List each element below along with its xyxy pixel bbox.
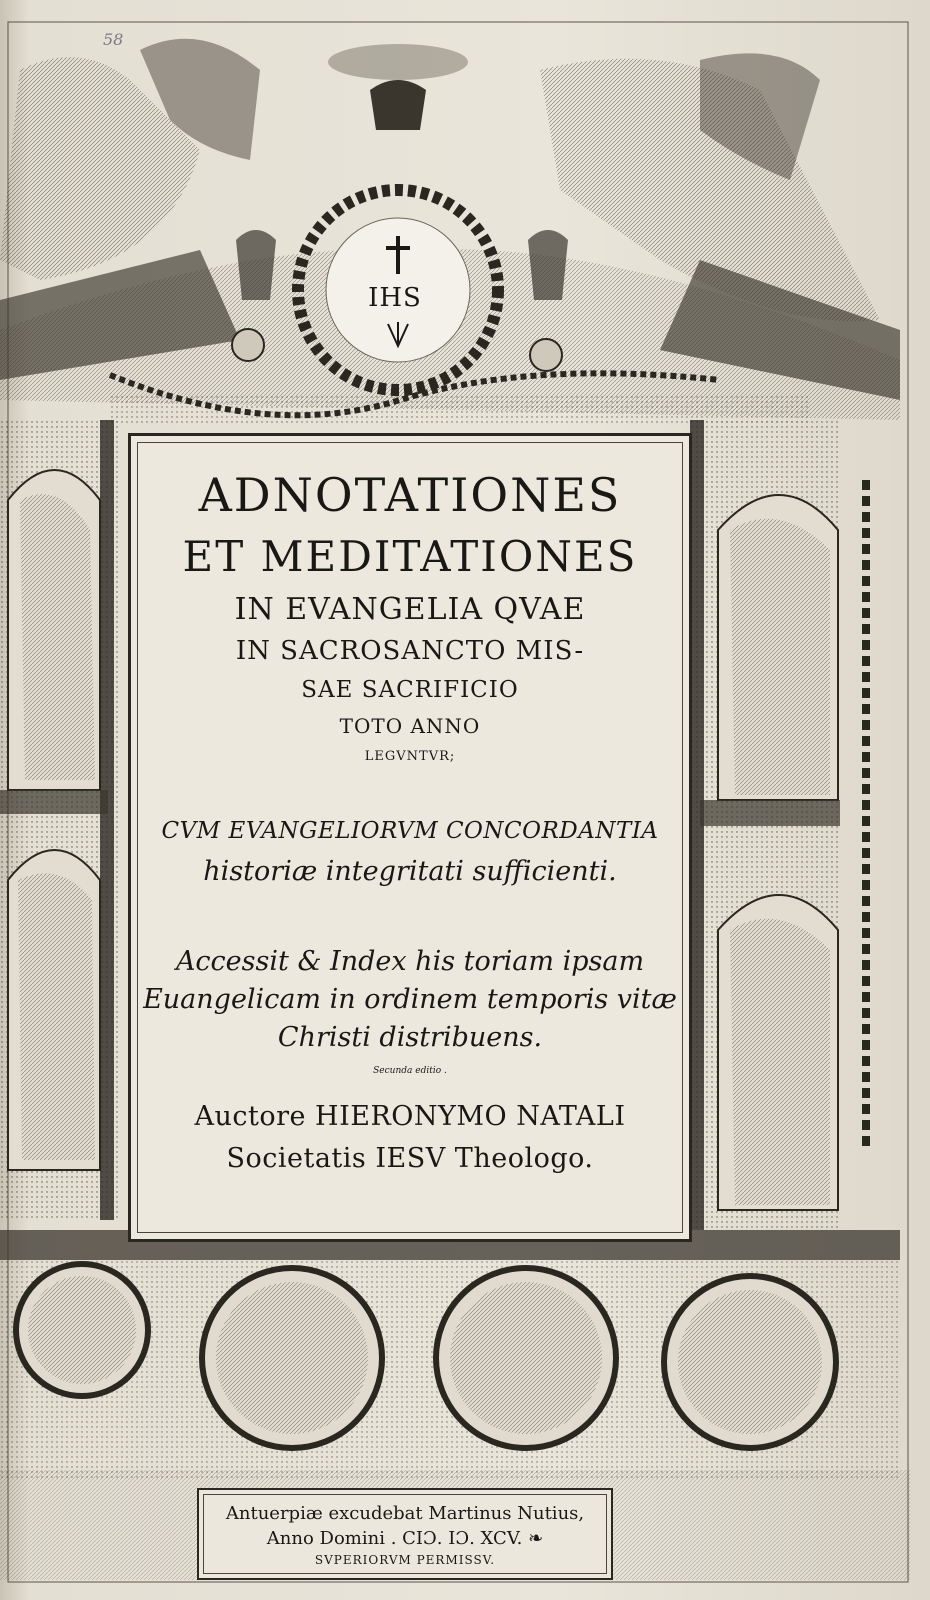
title-line: IN SACROSANCTO MIS-	[235, 636, 585, 666]
cherub-right	[530, 339, 562, 371]
vase-right-icon	[528, 230, 568, 300]
title-line: ADNOTATIONES	[198, 468, 622, 522]
imprint-line: SVPERIORVM PERMISSV.	[314, 1553, 496, 1567]
author-line: Societatis IESV Theologo.	[226, 1143, 594, 1174]
imprint-cartouche	[197, 1488, 613, 1580]
imprint-line: Antuerpiæ excudebat Martinus Nutius,	[225, 1503, 585, 1524]
imprint-line: Anno Domini . CIƆ. IƆ. XCV. ❧	[266, 1528, 544, 1549]
title-line: TOTO ANNO	[339, 714, 481, 738]
edition-note: Secunda editio .	[373, 1066, 447, 1076]
index-line: Accessit & Index his toriam ipsam	[175, 946, 645, 977]
title-line: LEGVNTVR;	[364, 749, 456, 764]
author-line: Auctore HIERONYMO NATALI	[194, 1101, 626, 1132]
index-line: Christi distribuens.	[277, 1022, 543, 1053]
vase-left-icon	[236, 230, 276, 300]
subtitle-line: CVM EVANGELIORVM CONCORDANTIA	[161, 818, 659, 844]
cherub-left	[232, 329, 264, 361]
ihs-monogram: IHS	[368, 283, 422, 313]
handwritten-folio-number: 58	[103, 30, 124, 49]
title-line: IN EVANGELIA QVAE	[234, 592, 586, 627]
title-cartouche	[128, 433, 692, 1242]
title-line: ET MEDITATIONES	[182, 532, 638, 581]
urn-icon	[370, 80, 426, 130]
subtitle-line: historiæ integritati sufficienti.	[203, 856, 617, 887]
index-line: Euangelicam in ordinem temporis vitæ	[143, 984, 677, 1015]
title-line: SAE SACRIFICIO	[301, 677, 519, 703]
